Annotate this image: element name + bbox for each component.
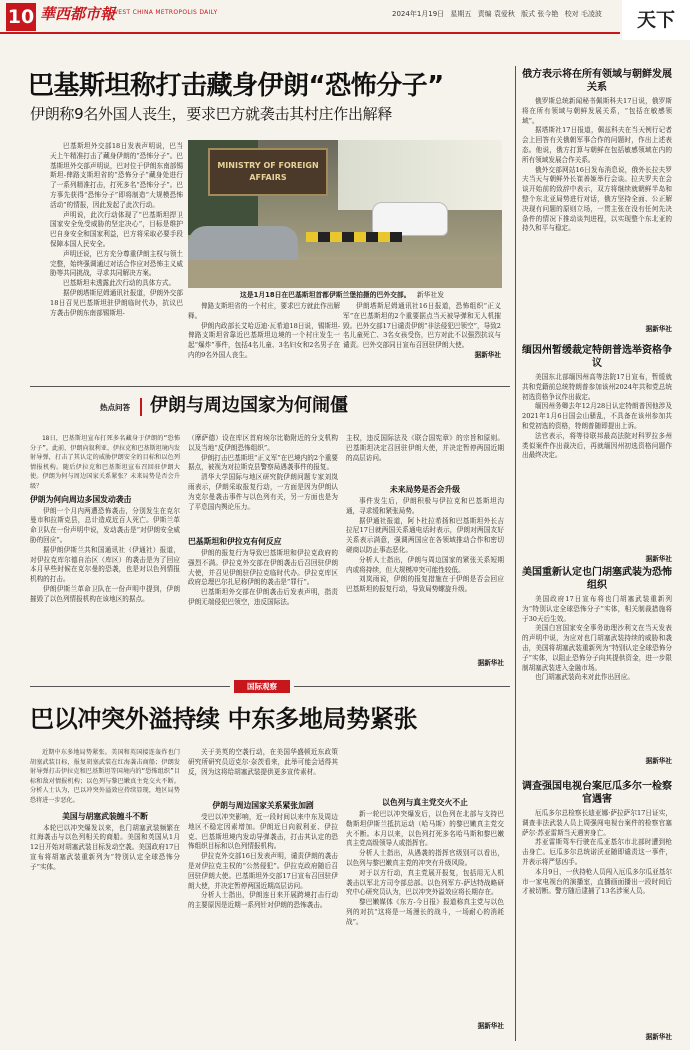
second-paragraph: 分析人士指出，伊朗与周边国家的紧张关系短期内或将持续，但大规模冲突可能性较低。 <box>346 555 504 574</box>
lead-paragraph: 伊朗塔斯尼姆通讯社16日报道，恐怖组织“正义军”在巴基斯坦的2个重要据点当天被导弹和无人机摧毁。巴外交部17日谴责伊朗“非法侵犯巴领空”，导致2名儿童死亡、3名女孩受伤，巴方对此不以强烈抗议与谴责。巴外交部同日宣布召回驻伊朗大使。 <box>343 302 501 350</box>
lead-paragraph: 俾路支斯坦省的一个村庄，要求巴方就此作出解释。 <box>188 302 340 320</box>
right-credit: 据新华社 <box>645 325 672 333</box>
right-story-3 <box>522 566 672 766</box>
second-subhead: 未来局势是否会升级 <box>389 485 461 494</box>
page-number: 10 <box>6 3 36 31</box>
masthead-rule <box>0 32 620 34</box>
photo-car-white <box>372 202 448 236</box>
lead-paragraph: 巴基斯坦外交部18日发表声明说，巴当天上午精准打击了藏身伊朗的“恐怖分子”。巴基斯坦外交部声明说，巴对位于伊朗东南部锡斯坦-俾路支斯坦省的“恐怖分子”藏身处进行了一系列精准打击，打死多名“恐怖分子”。巴方事先获得“恐怖分子”即将制造“大规模恐怖活动”的情报，因此发起了此次行动。 <box>50 142 183 209</box>
lead-headline: 巴基斯坦称打击藏身伊朗“恐怖分子” <box>28 71 444 101</box>
second-headline: 伊朗与周边国家为何闹僵 <box>150 395 348 416</box>
right-paragraph: 俄罗斯总统新闻秘书佩斯科夫17日说，俄罗斯将在所有领域与朝鲜发展关系，“包括在敏感领域”。 <box>522 97 672 125</box>
lead-col2 <box>188 302 340 364</box>
right-story-body <box>522 97 672 323</box>
right-paragraph: 美国白宫国家安全事务助理沙利文在当天发表的声明中说，为应对也门胡塞武装持续的威胁和袭击，美国将胡塞武装重新列为“特别认定全球恐怖分子”实体，以阻止恐怖分子向其提供资金，进一步限制胡塞武装进入金融市场。 <box>522 624 672 672</box>
third-subhead: 以色列与真主党交火不止 <box>382 798 468 807</box>
right-paragraph: 本月9日，一伙持枪人员闯入厄瓜多尔瓜亚基尔市一家电视台的演播室，直播画面播出一段时间后才被切断。警方随后逮捕了13名涉案人员。 <box>522 867 672 896</box>
lead-paragraph: 据伊朗塔斯尼姆通讯社报道，伊朗外交部18日召见巴基斯坦驻伊朗临时代办，抗议巴方袭击伊朗东南部锡斯坦- <box>50 288 183 317</box>
third-col2 <box>188 748 338 1038</box>
right-story-title: 俄方表示将在所有领域与朝鲜发展关系 <box>522 69 672 93</box>
second-intro: 18日，巴基斯坦宣布打死多名藏身于伊朗的“恐怖分子”。此前，伊朗向叙利亚、伊拉克和巴基斯坦境内发射导弹，打击了其认定的威胁伊朗安全的目标和以色列情报机构。随后伊拉克和巴基斯坦宣布召回驻伊朗大使。伊朗为何与周边国家关系紧张？未来局势是否会升级？ <box>30 435 180 490</box>
third-paragraph: 新一轮巴以冲突爆发后，以色列在北部与支持巴勒斯坦伊斯兰抵抗运动（哈马斯）的黎巴嫩真主党交火不断。本月以来，以色列打死多名哈马斯和黎巴嫩真主党高级领导人或指挥官。 <box>346 810 504 848</box>
second-label: 热点问答 <box>100 403 130 412</box>
photo-caption-text: 这是1月18日在巴基斯坦首都伊斯兰堡拍摄的巴外交部。 <box>240 291 411 299</box>
right-story-body <box>522 809 672 1031</box>
issue-proofreader: 校对 毛凌波 <box>564 10 602 18</box>
photo-caption <box>240 290 502 300</box>
second-paragraph: 伊朗一个月内两遭恐怖袭击，分别发生在克尔曼市和拉斯克县，总计造成近百人死亡。伊斯兰革命卫队在一份声明中说，发动袭击是“对伊朗安全威胁的回应”。 <box>30 506 180 544</box>
second-label-bar <box>140 398 142 416</box>
right-story-2 <box>522 344 672 562</box>
third-paragraph: 分析人士指出，伊朗连日来开展跨境打击行动的主要原因是近期一系列针对伊朗的恐怖袭击。 <box>188 891 338 910</box>
second-paragraph: 事件发生后，伊朗积极与伊拉克和巴基斯坦沟通，寻求缓和紧张局势。 <box>346 497 504 515</box>
third-subhead: 伊朗与周边国家关系紧张加剧 <box>212 801 314 810</box>
right-credit: 据新华社 <box>645 757 672 765</box>
second-paragraph: （摩萨德）设在库区首府埃尔比勒附近的分支机构以及当地“反伊朗恐怖组织”。 <box>188 434 338 452</box>
photo-credit: 新华社发 <box>416 291 445 299</box>
second-paragraph: 清华大学国际与地区研究院伊朗问题专家刘岚雨表示，伊朗采取报复行动，一方面是因为伊朗认为克尔曼袭击事件与以色列有关，另一方面也是为了平息国内舆论压力。 <box>188 473 338 511</box>
second-body <box>188 549 338 661</box>
second-paragraph: 据伊通社报道，阿卜杜拉希扬和巴基斯坦外长吉拉尼17日就两国关系通电话时表示，伊朗对两国友好关系表示满意，强调两国应在各领域推动合作和密切磋商以防止事态恶化。 <box>346 516 504 554</box>
right-story-1 <box>522 68 672 336</box>
right-column-divider <box>515 66 516 1041</box>
lead-paragraph: 声明还说，巴方充分尊重伊朗主权与领土完整，始终强调通过对话合作应对恐怖主义威胁等共同挑战，寻求共同解决方案。 <box>50 249 183 278</box>
second-col1 <box>30 434 180 674</box>
third-credit: 据新华社 <box>477 1022 504 1030</box>
right-paragraph: 缅因州务卿去年12月28日认定特朗普因他涉及2021年1月6日国会山骚乱，不具备在该州参加共和党初选的资格，特朗普随即提出上诉。 <box>522 402 672 430</box>
third-paragraph: 受巴以冲突影响，近一段时间以来中东及周边地区不稳定因素增加。伊朗近日向叙利亚、伊拉克、巴基斯坦境内发动导弹袭击，打击其认定的恐怖组织目标和以色列情报机构。 <box>188 813 338 851</box>
right-paragraph: 苏亚雷斯驾车行驶在瓜亚基尔市北部时遭到枪击身亡。厄瓜多尔总统诺沃亚随即谴责这一事件，并表示将严惩凶手。 <box>522 838 672 866</box>
photo-ground <box>188 260 502 288</box>
right-paragraph: 俄外交部网站16日发布消息说，俄外长拉夫罗夫当天与朝鲜外长崔善姬举行会谈。拉夫罗夫在会谈开始前的致辞中表示，双方将继续就朝鲜半岛和整个东北亚局势进行对话，俄方坚持全面、公正解决现有问题的原则立场，一贯主张在没有任何先决条件的情况下推动谈判进程，以实现整个东北亚的持久和平与稳定。 <box>522 165 672 233</box>
right-paragraph: 法官表示，将等待联邦最高法院对科罗拉多州类似案件作出裁决后，再就缅因州初选资格问题作出最终决定。 <box>522 431 672 460</box>
section-divider <box>294 686 510 687</box>
third-body <box>188 748 338 798</box>
right-paragraph: 据塔斯社17日报道，佩兹科夫在当天例行记者会上回答有关俄朝军事合作的问题时，作出上述表态。他说，俄方打算与朝鲜在包括敏感领域在内的所有领域发展合作关系。 <box>522 126 672 164</box>
masthead <box>0 0 690 44</box>
third-paragraph: 黎巴嫩媒体《东方-今日报》报道称真主党与以色列的对抗“这将是一场漫长的战斗，一场耐心的消耗战”。 <box>346 898 504 926</box>
second-subhead: 伊朗为何向周边多国发动袭击 <box>30 494 132 504</box>
third-paragraph: 对于以方行动，真主党展开报复，包括用无人机袭击以军北方司令部总部。以色列军方-萨达特战略研究中心研究员认为，巴以冲突外溢效应将长期存在。 <box>346 868 504 897</box>
third-col1 <box>30 748 180 1038</box>
third-label: 国际观察 <box>234 680 290 693</box>
section-tab: 天下 <box>622 0 690 40</box>
second-paragraph: 巴基斯坦外交部在伊朗袭击后发表声明，指责伊朗无端侵犯巴领空，违反国际法。 <box>188 588 338 606</box>
right-story-4 <box>522 780 672 1042</box>
photo-building <box>338 140 502 210</box>
issue-info <box>392 9 602 19</box>
second-paragraph: 主权，违反国际法及《联合国宪章》的宗旨和原则。巴基斯坦决定召回驻伊朗大使，并决定暂停两国近期的高层访问。 <box>346 434 504 462</box>
third-col3 <box>346 748 504 1038</box>
third-subhead: 美国与胡塞武装缠斗不断 <box>62 811 148 821</box>
third-paragraph: 伊拉克外交部16日发表声明，谴责伊朗的袭击是对伊拉克主权的“公然侵犯”。伊拉克政府随后召回驻伊朗大使。巴基斯坦外交部17日宣布召回驻伊朗大使，并决定暂停两国近期高层访问。 <box>188 852 338 890</box>
second-paragraph: 伊朗伊斯兰革命卫队在一份声明中提到，伊朗摧毁了以色列情报机构在该地区的据点。 <box>30 584 180 603</box>
second-paragraph: 刘岚雨说，伊朗的报复措施在于伊朗是否会回应巴基斯坦的报复行动，导致局势螺旋升级。 <box>346 575 504 594</box>
lead-photo <box>188 140 502 288</box>
photo-barrier <box>306 232 402 242</box>
paper-name-en: WEST CHINA METROPOLIS DAILY <box>112 9 218 16</box>
right-story-body <box>522 595 672 755</box>
paper-name: 華西都市報 <box>40 5 116 23</box>
right-paragraph: 厄瓜多尔总检察长迪亚娜·萨拉萨尔17日证实，调查非法武装人员上周强闯电视台案件的检察官塞萨尔·苏亚雷斯当天遇害身亡。 <box>522 809 672 837</box>
photo-sign <box>208 148 328 196</box>
right-story-title: 缅因州暂缓裁定特朗普选举资格争议 <box>522 345 672 369</box>
second-paragraph: 据伊朗伊斯兰共和国通讯社（伊通社）报道，对伊拉克库尔德自治区（库区）的袭击是为了回应本月早些时候在克尔曼的恐袭，也是对以色列情报机构的打击。 <box>30 545 180 584</box>
second-col3 <box>346 434 504 674</box>
third-body <box>346 810 504 1020</box>
right-credit: 据新华社 <box>645 555 672 562</box>
lead-subheadline: 伊朗称9名外国人丧生，要求巴方就袭击其村庄作出解释 <box>30 105 393 123</box>
second-body <box>346 497 504 657</box>
issue-editor: 责编 袁爱秋 <box>477 10 515 18</box>
second-paragraph: 伊朗打击巴基斯坦“正义军”在巴境内的2个重要据点，被视为对拉斯克县警察局遇袭事件的报复。 <box>188 453 338 472</box>
right-paragraph: 也门胡塞武装尚未对此作出回应。 <box>535 673 634 682</box>
issue-weekday: 星期五 <box>450 10 472 18</box>
second-body <box>30 507 180 647</box>
right-story-body <box>522 373 672 553</box>
second-paragraph: 伊朗的报复行为导致巴基斯坦和伊拉克政府的强烈不满。伊拉克外交部在伊朗袭击后召回驻伊朗大使，并召见伊朗驻伊拉克临时代办。伊拉克库区政府总理巴尔扎尼称伊朗的袭击是“罪行”。 <box>188 549 338 587</box>
third-paragraph: 本轮巴以冲突爆发以来，也门胡塞武装频繁在红海袭击与以色列相关的商船。美国和英国从1月12日开始对胡塞武装目标发动空袭。美国政府17日宣布将胡塞武装重新列为“特别认定全球恐怖分子”实体。 <box>30 823 180 871</box>
right-story-title: 调查强国电视台案厄瓜多尔一检察官遇害 <box>522 781 672 805</box>
second-body <box>188 434 338 534</box>
second-body <box>346 434 504 482</box>
right-story-title: 美国重新认定也门胡塞武装为恐怖组织 <box>522 567 672 591</box>
right-credit: 据新华社 <box>645 1033 672 1041</box>
photo-sign-text: MINISTRY OF FOREIGN AFFAIRS <box>217 161 319 182</box>
third-paragraph: 分析人士指出，从遇袭的指挥官级别可以看出，以色列与黎巴嫩真主党的冲突有升级风险。 <box>346 849 504 867</box>
lead-paragraph: 巴基斯坦未透露此次行动的具体方式。 <box>63 279 176 288</box>
third-paragraph: 关于美英的空袭行动，在美国华盛顿近东政策研究所研究员迈克尔·奈茨看来，此举可能会适得其反，因为这将给胡塞武装提供更多宣传素材。 <box>188 748 338 776</box>
second-subhead: 巴基斯坦和伊拉克有何反应 <box>188 537 282 546</box>
section-divider <box>30 686 230 687</box>
third-body <box>30 824 180 944</box>
right-paragraph: 美国东北部缅因州高等法院17日宣布，暂缓就共和党籍前总统特朗普参加该州2024年共和党总统初选资格争议作出裁定。 <box>522 373 672 401</box>
second-col2 <box>188 434 338 674</box>
third-headline: 巴以冲突外溢持续 中东多地局势紧张 <box>30 705 418 733</box>
third-body <box>188 813 338 1025</box>
lead-paragraph: 声明说，此次行动体现了“巴基斯坦捍卫国家安全免受威胁的坚定决心”，目标是维护巴自身安全和国家利益，巴方将采取必要手段保障本国人民安全。 <box>50 210 183 248</box>
section-divider <box>30 386 510 387</box>
issue-date: 2024年1月19日 <box>392 10 445 18</box>
right-paragraph: 美国政府17日宣布将也门胡塞武装重新列为“特别认定全球恐怖分子”实体，相关制裁措施将于30天后生效。 <box>522 595 672 623</box>
second-credit: 据新华社 <box>477 659 504 667</box>
third-intro: 近期中东多地局势紧张。美国和英国接连轰炸也门胡塞武装目标，报复胡塞武装在红海袭击商船；伊朗发射导弹打击伊拉克和巴基斯坦等国境内的“恐怖组织”目标和敌对情报机构；以色列与黎巴嫩真主党交火不断。分析人士认为，巴以冲突外溢效应持续显现，地区局势恐将进一步恶化。 <box>30 749 180 804</box>
lead-col3 <box>343 302 501 384</box>
lead-credit: 据新华社 <box>474 350 501 359</box>
issue-designer: 版式 张今艳 <box>521 10 559 18</box>
lead-paragraph: 伊朗内政部长艾哈迈迪·瓦希迪18日说，锡斯坦-俾路支斯坦省靠近巴基斯坦边境的一个村庄发生一起“爆炸”事件，包括4名儿童、3名妇女和2名男子在内的9名外国人丧生。 <box>188 321 340 359</box>
